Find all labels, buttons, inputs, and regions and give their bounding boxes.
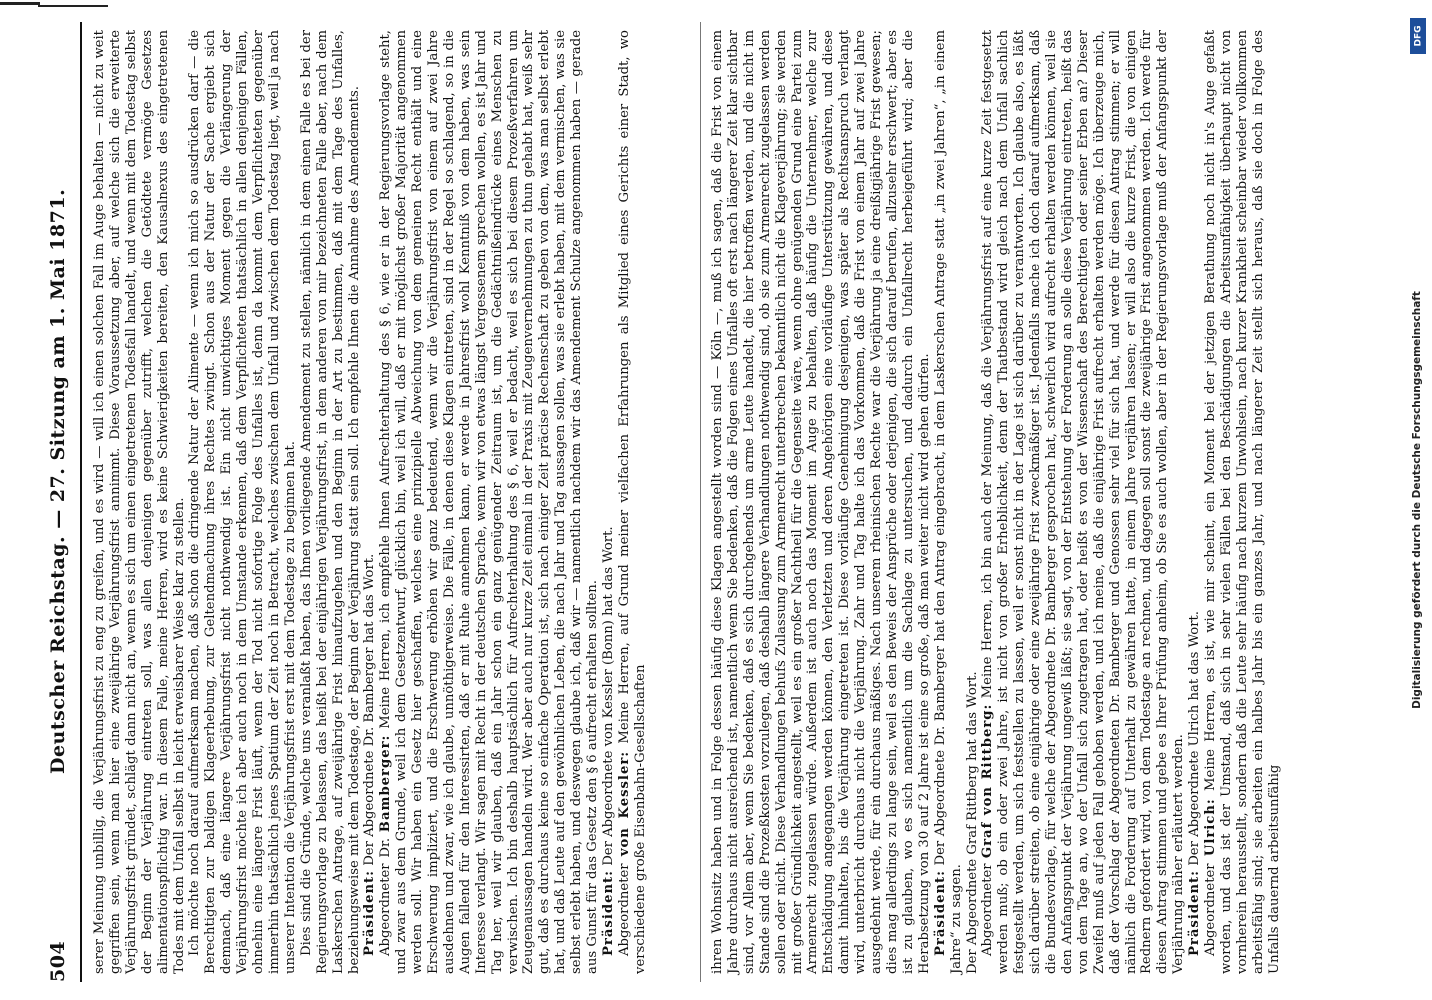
paragraph <box>92 30 187 974</box>
left-column <box>92 30 692 974</box>
paragraph-text: Ich möchte noch darauf aufmerksam machen, daß schon die dringende Natur der Alimente — wenn ich mich so ausdrücken darf — die Berechtigten zur baldigen Klageerhebung, zur Geltendmachung ihres Rechtes zwingt. Schon aus der Natur der Sache ergiebt sich demnach, daß eine längere Verjährungsfrist nicht nothwendig ist. Ein nicht unwichtiges Moment gegen die Verlängerung der Verjährungsfrist möchte ich aber auch noch in dem Umstande erkennen, daß dem Verpflichteten thatsächlich in allen denjenigen Fällen, ohnehin eine längere Frist läuft, wenn der Tod nicht sofortige Folge des Unfalles ist, denn da kommt dem Verpflichteten gegenüber immerhin thatsächlich jenes Spatium der Zeit noch in Betracht, welches zwischen dem Unfall und zwischen dem Todestag liegt, weil ja nach unserer Intention die Verjährungsfrist erst mit dem Todestage zu beginnen hat. <box>187 30 298 974</box>
paragraph <box>980 30 1187 974</box>
dfg-logo <box>1410 18 1426 54</box>
paragraph-text: Der Abgeordnete Graf Rittberg hat das Wort. <box>964 671 980 974</box>
speaker-prefix: Abgeordneter <box>980 858 996 956</box>
paragraph-text: ihren Wohnsitz haben und in Folge dessen häufig diese Klagen angestellt worden sind — Köln —, muß ich sagen, daß die Frist von einem Jahre durchaus nicht ausreichend ist, namentlich wenn Sie bedenken, daß die Folgen eines Unfalles oft erst nach längerer Zeit klar sichtbar sind, vor Allem aber, wenn Sie bedenken, daß es sich durchgehends um arme Leute handelt, die hier betroffen werden, und die nicht im Stande sind die Prozeßkosten vorzulegen, daß deshalb längere Verhandlungen nothwendig sind, ob sie zum Armenrecht zugelassen werden sollen oder nicht. Diese Verhandlungen behufs Zulassung zum Armenrecht unterbrechen bekanntlich nicht die Klageverjährung; sie werden mit großer Gründlichkeit angestellt, weil es ein großer Nachtheil für die Gegenseite wäre, wenn ohne genügenden Grund eine Partei zum Armenrecht zugelassen würde. Außerdem ist auch noch das Moment im Auge zu behalten, daß häufig die Unternehmer, welche zur Entschädigung angegangen werden können, den Verletzten und deren Angehörigen eine vorläufige Unterstützung gewähren, und diese damit hinhalten, bis die Verjährung eingetreten ist. Diese vorläufige Genehmigung desjenigen, was später als Rechtsanspruch verlangt wird, unterbricht durchaus nicht die Verjährung. Zahr und Tag halte ich das Vorkommen, daß die Frist von einem Jahr auf zwei Jahre ausgedehnt werde, für ein durchaus mäßiges. Nach unserem rheinischen Rechte war die Verjährung ja eine dreißigjährige Frist gewesen; dies mag allerdings zu lange sein, weil es den Beweis der Ansprüche oder derjenigen, die sich darauf berufen, allzusehr erschwert; aber es ist zu glauben, wo es sich namentlich um die Sachlage zu untersuchen, und dadurch ein Unfallrecht herbeigeführt wird; aber die Herabsetzung von 30 auf 2 Jahre ist eine so große, daß man weiter nicht wird gehen dürfen. <box>710 30 932 974</box>
paragraph <box>362 30 378 974</box>
paragraph <box>1203 30 1283 974</box>
paragraph <box>965 30 981 974</box>
speaker-prefix: Abgeordneter Dr. <box>378 832 394 956</box>
dfg-logo-text: DFG <box>1413 25 1424 47</box>
digitization-margin-note: Digitalisierung gefördert durch die Deutsche Forschungsgemeinschaft <box>1411 291 1423 709</box>
speaker-name: von Kessler: <box>616 750 632 857</box>
speaker-prefix: Abgeordneter <box>1203 856 1219 956</box>
paragraph <box>187 30 298 974</box>
paragraph <box>617 30 649 974</box>
paragraph-text: Der Abgeordnete von Kessler (Bonn) hat das Wort. <box>601 526 616 870</box>
column-divider <box>700 22 701 982</box>
paragraph-text: serer Meinung unbillig, die Verjährungsfrist zu eng zu greifen, und es wird — will ich einen solchen Fall im Auge behalten — nicht zu weit gegriffen sein, wenn man hier eine zweijährige Verjährungsfrist annimmt. Diese Voraussetzung aber, auf welche sich die erweiterte Verjährungsfrist gründet, schlägt dann nicht an, wenn es sich um einen eingetretenen Todesfall handelt, und wenn mit dem Todestag selbst der Beginn der Verjährung eintreten soll, was allen denjenigen gegenüber zutrifft, welchen die Getödtete vermöge Gesetzes alimentationspflichtig war. In diesem Falle, meine Herren, wird es keine Schwierigkeiten bereiten, den Kausalnexus des eingetretenen Todes mit dem Unfall selbst in leicht erweisbarer Weise klar zu stellen. <box>92 30 187 974</box>
header-rule <box>80 22 82 982</box>
speaker-name: Präsident: <box>362 869 378 956</box>
speaker-name: Graf von Rittberg: <box>980 703 996 859</box>
speaker-name: Bamberger: <box>378 734 394 833</box>
paragraph <box>933 30 965 974</box>
scan-edge-artifact <box>0 0 110 10</box>
paragraph-text: Der Abgeordnete Dr. Bamberger hat das Wort. <box>362 553 378 870</box>
paragraph-text: Meine Herren, auf Grund meiner vielfachen Erfahrungen als Mitglied eines Gerichts einer Stadt, wo verschiedene große Eisenbahn-Gesellschaften <box>616 29 648 974</box>
page-header <box>40 22 76 982</box>
page-number: 504 <box>47 940 69 982</box>
paragraph-text: Der Abgeordnete Dr. Bamberger hat den Antrag eingebracht, in dem Laskerschen Antrage statt „in zwei Jahren“, „in einem Jahre“ zu sagen. <box>932 30 964 974</box>
paragraph <box>1187 30 1203 974</box>
speaker-name: Präsident: <box>1187 869 1203 956</box>
speaker-name: Ulrich: <box>1203 798 1219 857</box>
paragraph-text: Dies sind die Gründe, welche uns veranlaßt haben, das Ihnen vorliegende Amendement zu stellen, nämlich in dem einen Falle es bei der Regierungsvorlage zu belassen, das heißt bei der einjährigen Verjährungsfrist, in dem anderen von mir bezeichneten Falle aber, nach dem Laskerschen Antrage, auf zweijährige Frist hinaufzugehen und den Beginn in der Art zu bestimmen, daß mit dem Tage des Unfalles, beziehungsweise mit dem Todestage, der Beginn der Verjährung statt sein soll. Ich empfehle Ihnen die Annahme des Amendements. <box>298 30 362 974</box>
right-column <box>710 30 1280 974</box>
paragraph-text: Der Abgeordnete Ulrich hat das Wort. <box>1187 611 1203 870</box>
paragraph <box>378 30 601 974</box>
paragraph <box>601 30 617 974</box>
paragraph-text: Meine Herren, es ist, wie mir scheint, ein Moment bei der jetzigen Berathung noch nicht in's Auge gefaßt worden, und das ist der Umstand, daß sich in sehr vielen Fällen bei den Beschädigungen die Arbeitsunfähigkeit überhaupt nicht von vornherein herausstellt, sondern daß die Leute sehr häufig nach kurzem Unwohlsein, nach kurzer Krankheit scheinbar wieder vollkommen arbeitsfähig sind; sie arbeiten ein halbes Jahr bis ein ganzes Jahr, und nach längerer Zeit stellt sich heraus, daß sie doch in Folge des Unfalls dauernd arbeitsunfähig <box>1203 30 1282 974</box>
document-page <box>0 22 1420 982</box>
speaker-prefix: Abgeordneter <box>616 856 632 956</box>
paragraph-text: Meine Herren, ich empfehle Ihnen Aufrechterhaltung des § 6, wie er in der Regierungsvorlage steht, und zwar aus dem Grunde, weil ich dem Gesetzentwurf, glücklich bin, weil ich will, daß er mit möglichst großer Majorität angenommen werden soll. Wir haben ein Gesetz hier geschaffen, welches eine prinzipielle Abweichung von dem gemeinen Recht enthält und eine Erschwerung impliziert, und die Erschwerung erhöhen wir ganz bedeutend, wenn wir die Verjährungsfrist von einem auf zwei Jahre ausdehnen und zwar, wie ich glaube, unnöthigerweise. Die Fälle, in denen diese Klagen eintreten, sind in der Regel so schlagend, so in die Augen fallend für den Interessirten, daß er mit Ruhe annehmen kann, er werde in Jahresfrist wohl Kenntniß von dem haben, was sein Interesse verlangt. Wir sagen mit Recht in der deutschen Sprache, wenn wir von etwas längst Vergessenem sprechen wollen, es ist Jahr und Tag her, weil wir glauben, daß ein Jahr schon ein ganz genügender Zeitraum ist, um die Gedächtnißeindrücke eines Menschen zu verwischen. Ich bin deshalb hauptsächlich für Aufrechterhaltung des § 6, weil er bedacht, weil es sich bei diesem Prozeßverfahren um Zeugenaussagen handeln wird. Wer aber auch nur kurze Zeit einmal in der Praxis mit Zeugenvernehmungen zu thun gehabt hat, weiß sehr gut, daß es durchaus keine so einfache Operation ist, sich nach einiger Zeit präcise Rechenschaft zu geben von dem, was man selbst erlebt hat, und daß Leute auf den gewöhnlichen Leben, die nach Jahr und Tag aussagen sollen, was sie erlebt haben, mit dem vermischen, was sie selbst erlebt haben, und deswegen glaube ich, daß wir — namentlich nachdem wir das Amendement Schulze angenommen haben — gerade aus Gunst für das Gesetz den § 6 aufrecht erhalten sollten. <box>378 30 601 974</box>
speaker-name: Präsident: <box>601 869 616 956</box>
running-title: Deutscher Reichstag. — 27. Sitzung am 1. Mai 1871. <box>47 188 69 775</box>
paragraph-text: Meine Herren, ich bin auch der Meinung, daß die Verjährungsfrist auf eine kurze Zeit festgesetzt werden muß; ob ein oder zwei Jahre, ist nicht von großer Erheblichkeit, denn der Thatbestand wird gleich nach dem Unfall sachlich festgestellt werden, um sich feststellen zu lassen, weil er sonst nicht in der Lage ist sich darüber zu verantworten. Ich glaube also, es läßt sich darüber streiten, ob eine einjährige oder eine zweijährige Frist zweckmäßiger ist. Jedenfalls mache ich doch darauf aufmerksam, daß die Bundesvorlage, für welche der Abgeordnete Dr. Bamberger gesprochen hat, schwerlich wird aufrecht erhalten werden können, weil sie den Anfangspunkt der Verjährung ungewiß läßt; sie sagt, von der Entstehung der Forderung an solle diese Verjährung eintreten, heißt das von dem Tage an, wo der Unfall sich zugetragen hat, oder heißt es von der Wissenschaft des Berechtigten oder seiner Erben an? Dieser Zweifel muß auf jeden Fall gehoben werden, und ich meine, daß die einjährige Frist aufrecht erhalten werden möge. Ich überzeuge mich, daß der Vorschlag der Abgeordneten Dr. Bamberger und Genossen sehr viel für sich hat, und werde für diesen Antrag stimmen; er will nämlich die Forderung auf Unterhalt zu gewähren hatte, in einem Jahre verjähren lassen; er will also die kurze Frist, die von einigen Rednern gefordert wird, von dem Todestage an rechnen, und dagegen soll sonst die zweijährige Frist angenommen werden. Ich werde für diesen Antrag stimmen und gebe es Ihrer Prüfung anheim, ob Sie es auch wollen, aber in der Regierungsvorlage muß der Anfangspunkt der Verjährung näher erläutert werden. <box>980 30 1187 974</box>
paragraph <box>710 30 933 974</box>
speaker-name: Präsident: <box>932 869 948 956</box>
paragraph <box>299 30 363 974</box>
